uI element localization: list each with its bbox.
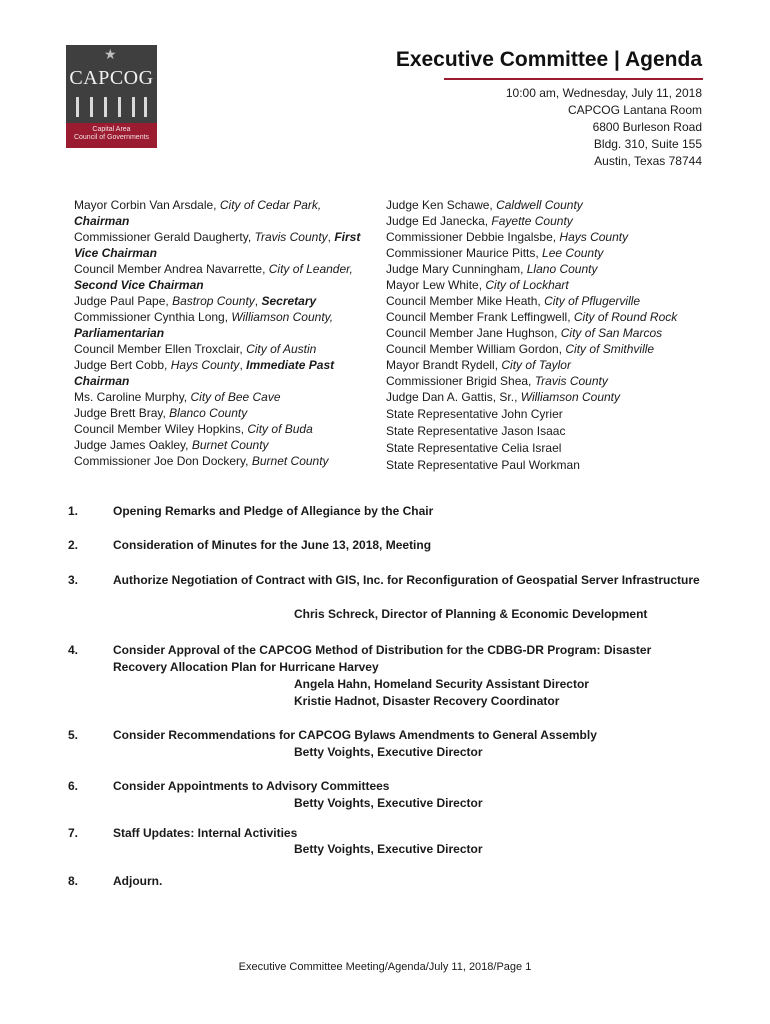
member-line: State Representative Jason Isaac	[386, 424, 566, 438]
member-line	[386, 261, 716, 277]
member-org: City of Leander,	[268, 262, 353, 276]
member-org: Travis County	[534, 374, 608, 388]
agenda-text: Staff Updates: Internal Activities	[113, 826, 298, 840]
member-name: Ms. Caroline Murphy,	[74, 390, 191, 404]
agenda-number: 6.	[68, 779, 79, 793]
member-line	[386, 197, 716, 213]
member-name: Council Member Mike Heath,	[386, 294, 545, 308]
meeting-city: Austin, Texas 78744	[594, 154, 702, 168]
member-name: Mayor Corbin Van Arsdale,	[74, 198, 220, 212]
member-line	[74, 341, 380, 357]
member-org: City of Round Rock	[573, 310, 678, 324]
member-org: City of Lockhart	[485, 278, 569, 292]
member-line	[386, 389, 716, 405]
agenda-number: 4.	[68, 643, 79, 657]
member-line: State Representative John Cyrier	[386, 407, 563, 421]
member-name: Judge Ken Schawe,	[386, 198, 497, 212]
member-org: Lee County	[542, 246, 604, 260]
member-role: Second Vice Chairman	[74, 278, 204, 292]
member-name: Council Member Ellen Troxclair,	[74, 342, 247, 356]
agenda-number: 3.	[68, 573, 79, 587]
member-line	[74, 197, 380, 213]
member-line	[386, 245, 716, 261]
member-name: Commissioner Debbie Ingalsbe,	[386, 230, 560, 244]
pillars-icon	[74, 95, 149, 119]
member-name: Council Member Wiley Hopkins,	[74, 422, 248, 436]
member-line	[386, 373, 716, 389]
member-role: Parliamentarian	[74, 326, 165, 340]
presenter: Betty Voights, Executive Director	[294, 842, 483, 856]
logo-tagline-line2: Council of Governments	[73, 134, 150, 141]
agenda-text: Consideration of Minutes for the June 13, 2018, Meeting	[113, 538, 432, 552]
member-org: Hays County	[170, 358, 240, 372]
member-line	[74, 261, 380, 277]
member-name: Judge Brett Bray,	[74, 406, 170, 420]
member-line: Judge Bert Cobb, Hays County, Immediate Past	[74, 358, 335, 372]
agenda-number: 1.	[68, 504, 79, 518]
member-name: Council Member Frank Leffingwell,	[386, 310, 574, 324]
members-right-column	[386, 197, 716, 473]
meeting-street: 6800 Burleson Road	[592, 120, 702, 134]
member-line	[74, 309, 380, 325]
agenda-number: 8.	[68, 874, 79, 888]
member-org: City of Buda	[247, 422, 313, 436]
agenda-text: Consider Recommendations for CAPCOG Bylaws Amendments to General Assembly	[113, 728, 597, 742]
page-footer: Executive Committee Meeting/Agenda/July 11, 2018/Page 1	[238, 961, 532, 973]
member-name: Judge Bert Cobb,	[74, 358, 171, 372]
agenda-number: 5.	[68, 728, 79, 742]
member-org: Hays County	[559, 230, 629, 244]
star-icon: ★	[104, 46, 117, 62]
agenda-text: Authorize Negotiation of Contract with GIS, Inc. for Reconfiguration of Geospatial Server Infrastructure	[113, 573, 700, 587]
member-name: Commissioner Brigid Shea,	[386, 374, 535, 388]
agenda-number: 2.	[68, 538, 79, 552]
member-line	[386, 293, 716, 309]
member-line	[74, 389, 380, 405]
logo-tagline-line1: Capital Area	[92, 126, 131, 133]
meeting-time: 10:00 am, Wednesday, July 11, 2018	[505, 86, 702, 100]
page-title: Executive Committee | Agenda	[395, 48, 702, 71]
presenter: Kristie Hadnot, Disaster Recovery Coordinator	[294, 694, 560, 708]
member-line	[74, 421, 380, 437]
member-name: Judge Dan A. Gattis, Sr.,	[386, 390, 521, 404]
member-org: City of Taylor	[501, 358, 571, 372]
member-org: Williamson County,	[231, 310, 334, 324]
agenda-text: Consider Appointments to Advisory Committees	[113, 779, 390, 793]
member-line	[74, 277, 380, 293]
title-divider	[444, 78, 703, 80]
member-org: Blanco County	[169, 406, 248, 420]
member-name: Council Member William Gordon,	[386, 342, 566, 356]
member-line	[386, 309, 716, 325]
member-line: State Representative Celia Israel	[386, 441, 562, 455]
meeting-room: CAPCOG Lantana Room	[567, 103, 702, 117]
member-name: Mayor Brandt Rydell,	[386, 358, 502, 372]
member-line	[74, 325, 380, 341]
member-org: City of Cedar Park,	[219, 198, 322, 212]
member-name: Mayor Lew White,	[386, 278, 486, 292]
agenda-text: Adjourn.	[113, 874, 163, 888]
member-org: City of Smithville	[565, 342, 655, 356]
meeting-building: Bldg. 310, Suite 155	[593, 137, 702, 151]
member-role: Chairman	[74, 374, 130, 388]
member-org: City of Austin	[246, 342, 317, 356]
member-org: Llano County	[526, 262, 598, 276]
member-line	[386, 229, 716, 245]
member-name: Judge Paul Pape,	[74, 294, 173, 308]
logo-tagline	[66, 123, 157, 148]
member-name: Council Member Andrea Navarrette,	[74, 262, 269, 276]
member-org: City of Bee Cave	[190, 390, 281, 404]
member-org: City of San Marcos	[560, 326, 663, 340]
presenter: Betty Voights, Executive Director	[294, 796, 483, 810]
presenter: Betty Voights, Executive Director	[294, 745, 483, 759]
presenter: Chris Schreck, Director of Planning & Economic Development	[294, 607, 648, 621]
member-line	[74, 437, 380, 453]
meeting-info	[506, 85, 702, 170]
member-org: Burnet County	[251, 454, 329, 468]
members-left-column	[74, 197, 380, 469]
member-role: First	[334, 230, 361, 244]
member-line: Judge Paul Pape, Bastrop County, Secretary	[74, 294, 317, 308]
member-role: Secretary	[261, 294, 317, 308]
member-org: Fayette County	[491, 214, 573, 228]
member-line	[74, 453, 380, 469]
presenter: Angela Hahn, Homeland Security Assistant Director	[294, 677, 589, 691]
member-line	[386, 341, 716, 357]
member-org: Burnet County	[191, 438, 269, 452]
member-line	[74, 213, 380, 229]
member-line	[74, 405, 380, 421]
logo-name: CAPCOG	[69, 67, 154, 89]
member-name: Commissioner Joe Don Dockery,	[74, 454, 252, 468]
member-line	[74, 373, 380, 389]
member-role: Chairman	[74, 214, 130, 228]
member-name: Judge Ed Janecka,	[386, 214, 492, 228]
member-org: Travis County	[254, 230, 328, 244]
member-name: Commissioner Gerald Daugherty,	[74, 230, 255, 244]
member-line	[386, 213, 716, 229]
member-line: Commissioner Gerald Daugherty, Travis County, First	[74, 230, 361, 244]
member-org: Bastrop County	[172, 294, 255, 308]
agenda-text: Consider Approval of the CAPCOG Method of Distribution for the CDBG-DR Program: Disaster Recovery Allocation Plan for Hurricane Harvey	[113, 643, 652, 674]
member-name: Judge James Oakley,	[74, 438, 192, 452]
member-line	[386, 277, 716, 293]
member-org: Williamson County	[520, 390, 621, 404]
member-line: State Representative Paul Workman	[386, 458, 580, 472]
agenda-number: 7.	[68, 826, 79, 840]
member-line	[386, 357, 716, 373]
member-line	[74, 245, 380, 261]
member-org: City of Pflugerville	[544, 294, 641, 308]
member-name: Judge Mary Cunningham,	[386, 262, 527, 276]
agenda-text: Opening Remarks and Pledge of Allegiance by the Chair	[113, 504, 434, 518]
member-role: Vice Chairman	[74, 246, 157, 260]
member-name: Commissioner Cynthia Long,	[74, 310, 232, 324]
member-name: Commissioner Maurice Pitts,	[386, 246, 543, 260]
member-name: Council Member Jane Hughson,	[386, 326, 561, 340]
member-role: Immediate Past	[246, 358, 335, 372]
member-org: Caldwell County	[496, 198, 583, 212]
member-line	[386, 325, 716, 341]
capcog-logo	[66, 45, 157, 148]
